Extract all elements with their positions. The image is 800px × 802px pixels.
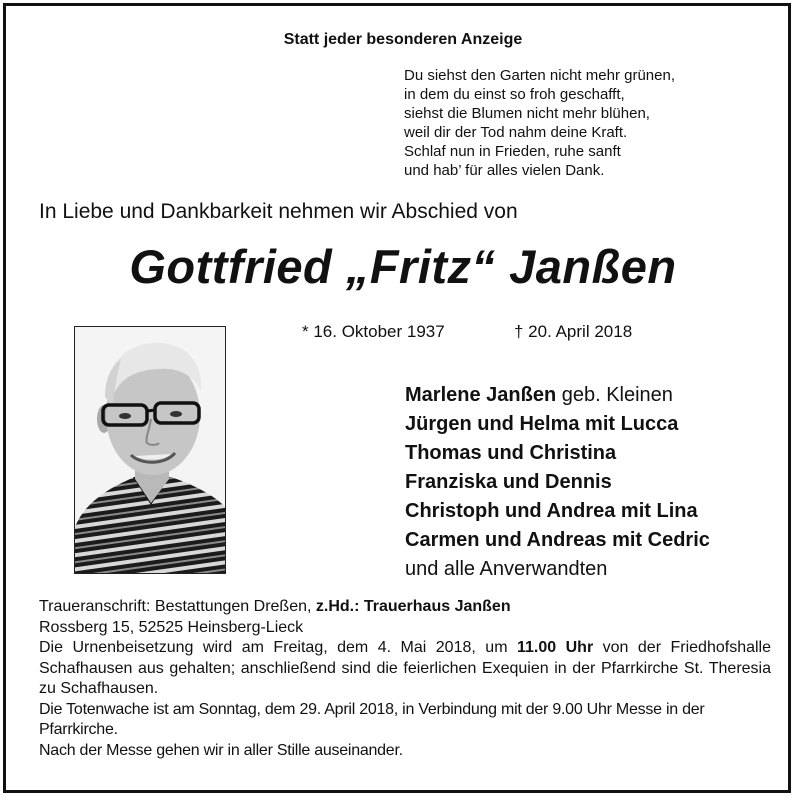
service-info: Die Urnenbeisetzung wird am Freitag, dem 4. Mai 2018, um 11.00 Uhr von der Friedhofshalle Schafhausen aus gehalten; anschließend sind die feierlichen Exequien in der Pfarrkirche St. Theresia zu Schafhausen. [39,639,771,697]
poem-line: Schlaf nun in Frieden, ruhe sanft [404,143,621,160]
poem-line: in dem du einst so froh geschafft, [404,86,625,103]
details-section [39,597,771,761]
birth-date: * 16. Oktober 1937 [302,322,445,341]
family-list [405,381,710,584]
closing-text: Nach der Messe gehen wir in aller Stille auseinander. [39,741,403,759]
death-date: † 20. April 2018 [514,322,633,341]
mourning-address: Traueranschrift: Bestattungen Dreßen, z.Hd.: Trauerhaus Janßen [39,598,511,615]
headline: Statt jeder besonderen Anzeige [283,31,523,48]
family-line: Jürgen und Helma mit Lucca [405,413,679,435]
poem-line: weil dir der Tod nahm deine Kraft. [404,124,628,141]
poem-line: Du siehst den Garten nicht mehr grünen, [404,67,675,84]
portrait-image [75,327,226,574]
address-street: Rossberg 15, 52525 Heinsberg-Lieck [39,618,304,636]
family-line: Christoph und Andrea mit Lina [405,500,698,522]
poem-line: und hab’ für alles vielen Dank. [404,162,605,179]
family-line: und alle Anverwandten [405,558,608,580]
family-line: Carmen und Andreas mit Cedric [405,529,710,551]
deceased-name: Gottfried „Fritz“ Janßen [129,240,677,293]
intro-text: In Liebe und Dankbarkeit nehmen wir Abschied von [39,200,518,223]
family-line: Marlene Janßen geb. Kleinen [405,384,673,406]
family-line: Franziska und Dennis [405,471,612,493]
poem [404,66,675,180]
poem-line: siehst die Blumen nicht mehr blühen, [404,105,650,122]
wake-info: Die Totenwache ist am Sonntag, dem 29. April 2018, in Verbindung mit der 9.00 Uhr Messe in der Pfarrkirche. [39,700,705,738]
family-line: Thomas und Christina [405,442,617,464]
portrait-photo [74,326,226,574]
obituary-notice [3,3,791,793]
